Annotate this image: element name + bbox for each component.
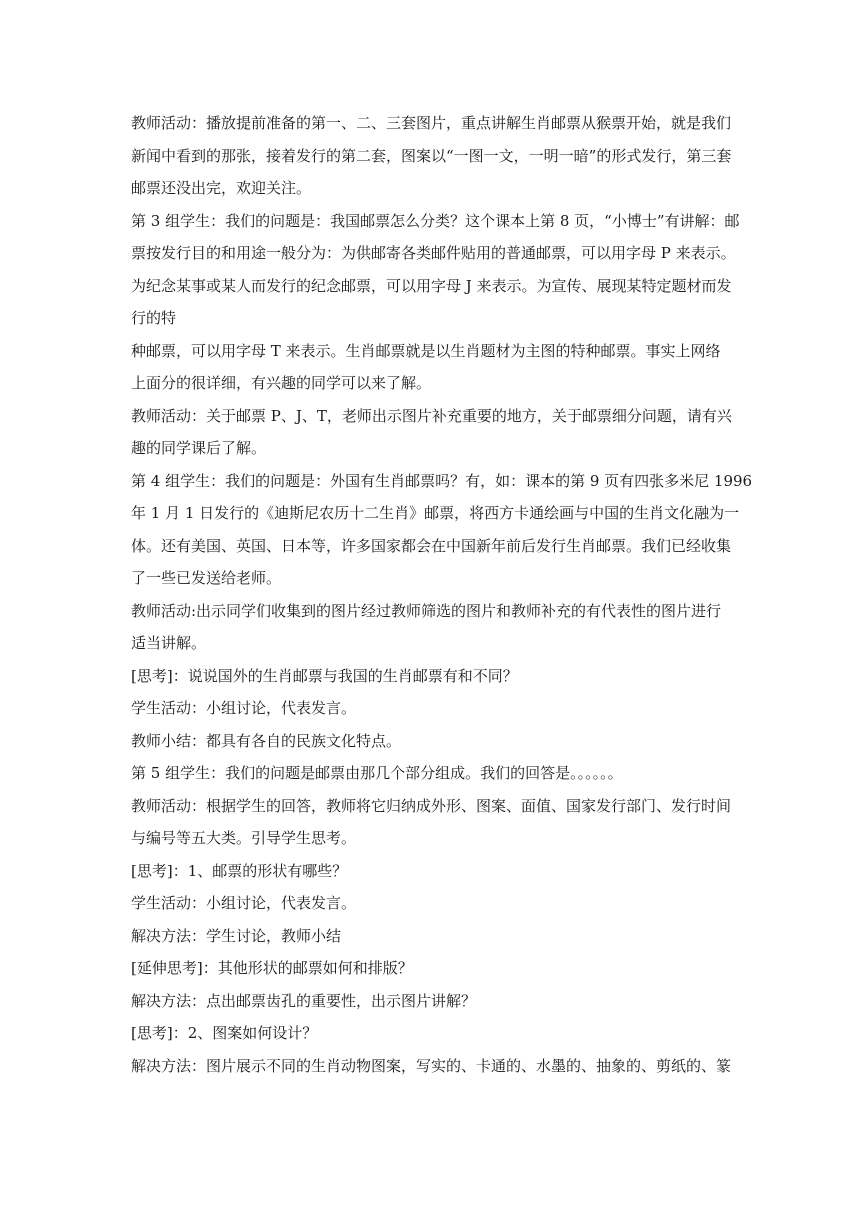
text-line: 年 1 月 1 日发行的《迪斯尼农历十二生肖》邮票，将西方卡通绘画与中国的生肖文化融为一	[131, 504, 740, 522]
text-line: 为纪念某事或某人而发行的纪念邮票，可以用字母 J 来表示。为宣传、展现某特定题材而发	[131, 276, 732, 295]
text-line: 第 3 组学生：我们的问题是：我国邮票怎么分类？这个课本上第 8 页，“小博士”有讲解：邮	[131, 211, 740, 230]
text-line: [延伸思考]：其他形状的邮票如何和排版？	[131, 959, 413, 977]
text-line: 教师活动：关于邮票 P、J、T，老师出示图片补充重要的地方，关于邮票细分问题，请有兴	[131, 406, 732, 425]
text-line: 与编号等五大类。引导学生思考。	[131, 829, 357, 847]
paragraph-teacher-activity-2	[131, 400, 731, 465]
text-line: [思考]：1、邮票的形状有哪些？	[131, 861, 348, 880]
text-line: 第 5 组学生：我们的问题是邮票由那几个部分组成。我们的回答是。。。。。。	[131, 764, 623, 782]
text-line: 行的特	[131, 309, 177, 327]
paragraph-teacher-activity-1	[131, 107, 731, 205]
text-line: 教师活动：播放提前准备的第一、二、三套图片，重点讲解生肖邮票从猴票开始，就是我们	[131, 114, 732, 132]
text-line: 解决方法：图片展示不同的生肖动物图案，写实的、卡通的、水墨的、抽象的、剪纸的、篆	[131, 1056, 732, 1075]
document-body	[131, 107, 753, 1082]
paragraph-think-3	[131, 1017, 731, 1050]
text-line: 上面分的很详细，有兴趣的同学可以来了解。	[131, 374, 432, 392]
paragraph-solution-1	[131, 920, 731, 953]
text-line: 学生活动：小组讨论，代表发言。	[131, 699, 357, 717]
text-line: 趣的同学课后了解。	[131, 439, 267, 457]
text-line: 票按发行目的和用途一般分为：为供邮寄各类邮件贴用的普通邮票，可以用字母 P 来表示。	[131, 244, 736, 262]
text-line: 邮票还没出完，欢迎关注。	[131, 179, 312, 197]
text-line: [思考]：说说国外的生肖邮票与我国的生肖邮票有和不同？	[131, 666, 518, 685]
paragraph-teacher-activity-4	[131, 790, 731, 855]
text-line: 适当讲解。	[131, 634, 207, 652]
text-line: 了一些已发送给老师。	[131, 569, 282, 587]
text-line: 解决方法：点出邮票齿孔的重要性，出示图片讲解？	[131, 991, 477, 1010]
text-line: 新闻中看到的那张，接着发行的第二套，图案以“一图一文，一明一暗”的形式发行，第三套	[131, 146, 732, 165]
paragraph-group-5-student	[131, 757, 731, 790]
paragraph-group-4-student	[131, 465, 753, 595]
paragraph-teacher-activity-3	[131, 595, 731, 660]
paragraph-think-1	[131, 660, 731, 693]
text-line: 教师活动:出示同学们收集到的图片经过教师筛选的图片和教师补充的有代表性的图片进行	[131, 601, 722, 620]
paragraph-student-activity-2	[131, 887, 731, 920]
paragraph-solution-3	[131, 1050, 731, 1083]
paragraph-think-2	[131, 855, 731, 888]
paragraph-extended-think	[131, 952, 731, 985]
paragraph-special-stamps	[131, 335, 731, 400]
text-line: 学生活动：小组讨论，代表发言。	[131, 894, 357, 912]
paragraph-student-activity-1	[131, 692, 731, 725]
paragraph-solution-2	[131, 985, 731, 1018]
paragraph-group-3-student	[131, 205, 740, 335]
text-line: 种邮票，可以用字母 T 来表示。生肖邮票就是以生肖题材为主图的特种邮票。事实上网络	[131, 341, 721, 360]
text-line: [思考]：2、图案如何设计？	[131, 1024, 318, 1042]
paragraph-teacher-summary	[131, 725, 731, 758]
text-line: 教师小结：都具有各自的民族文化特点。	[131, 731, 402, 750]
text-line: 解决方法：学生讨论，教师小结	[131, 926, 342, 945]
text-line: 体。还有美国、英国、日本等，许多国家都会在中国新年前后发行生肖邮票。我们已经收集	[131, 536, 732, 555]
text-line: 第 4 组学生：我们的问题是：外国有生肖邮票吗？有，如：课本的第 9 页有四张多米尼 1996	[131, 471, 753, 490]
text-line: 教师活动：根据学生的回答，教师将它归纳成外形、图案、面值、国家发行部门、发行时间	[131, 796, 732, 815]
